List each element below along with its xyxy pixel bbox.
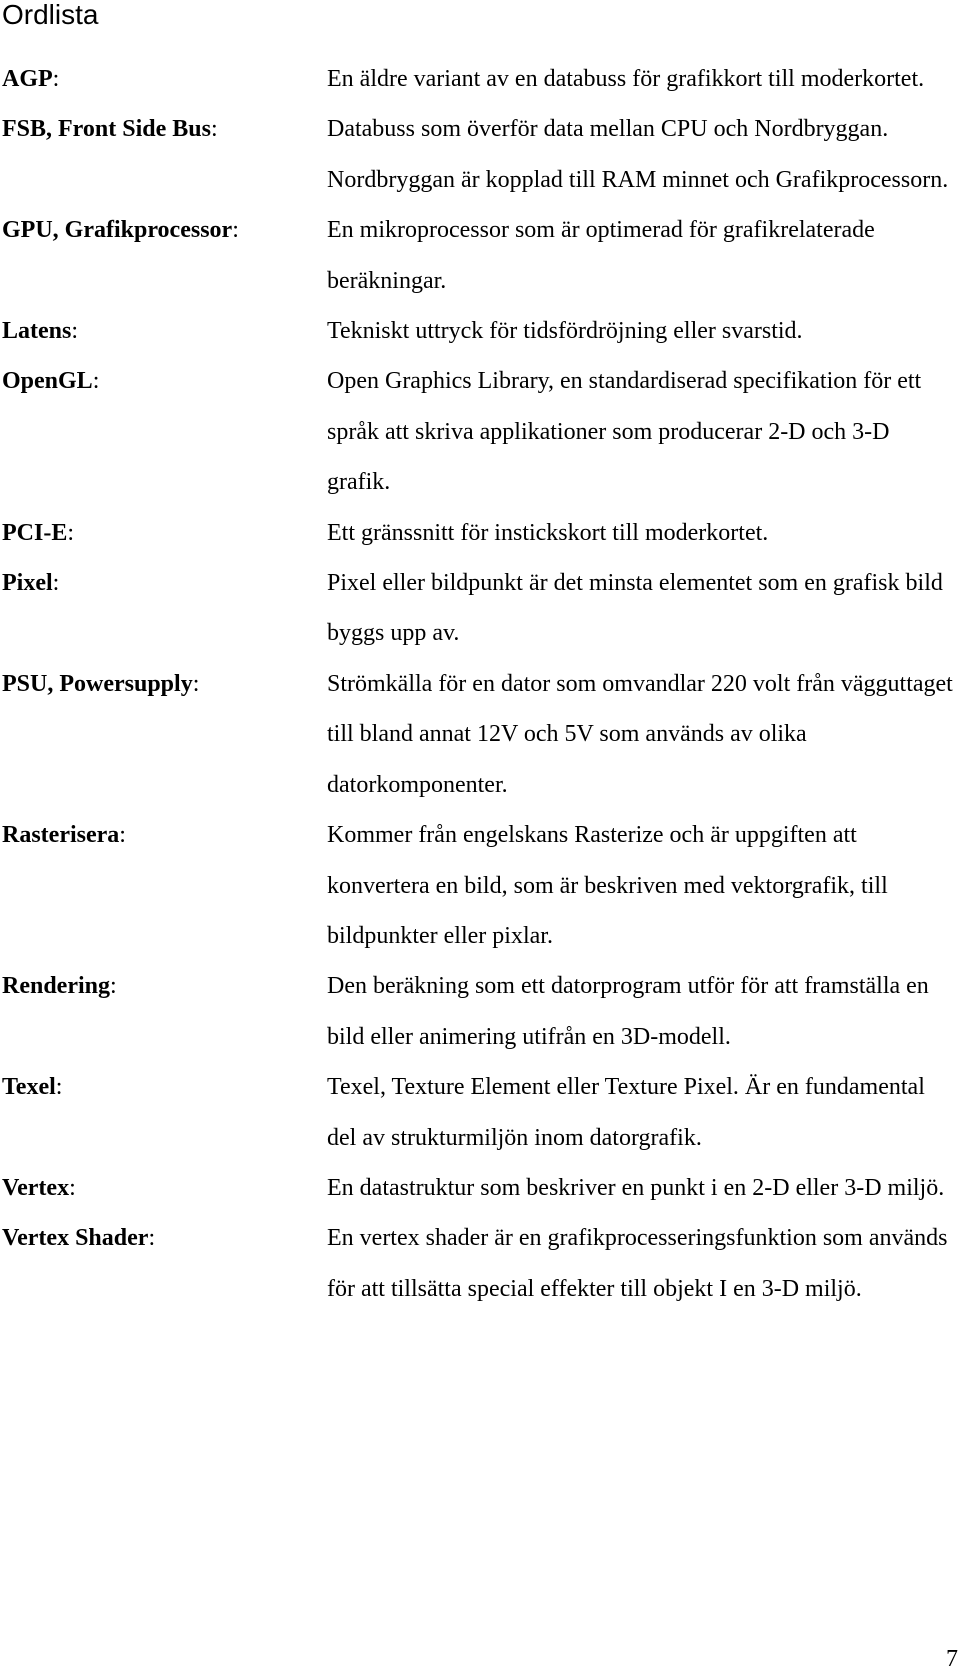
glossary-entry-latens <box>2 306 957 356</box>
glossary-entry-fsb <box>2 104 957 205</box>
glossary-definition: Pixel eller bildpunkt är det minsta elementet som en grafisk bild byggs upp av. <box>327 570 943 647</box>
glossary-entry-texel <box>2 1062 957 1163</box>
glossary-entry-vertex-shader <box>2 1213 957 1314</box>
glossary-term: Rendering: <box>2 973 117 1000</box>
page-title: Ordlista <box>2 0 99 30</box>
glossary-definition: Kommer från engelskans Rasterize och är uppgiften att konvertera en bild, som är beskriven med vektorgrafik, till bildpunkter eller pixlar. <box>327 822 888 949</box>
glossary-definition: En äldre variant av en databuss för grafikkort till moderkortet. <box>327 66 925 92</box>
glossary-entry-pixel <box>2 558 957 659</box>
glossary-definition: Strömkälla för en dator som omvandlar 220 volt från vägguttaget till bland annat 12V och 5V som används av olika datorkomponenter. <box>327 670 953 798</box>
glossary-definition: En vertex shader är en grafikprocesseringsfunktion som används för att tillsätta special effekter till objekt I en 3-D miljö. <box>327 1225 948 1302</box>
glossary-term: Texel: <box>2 1074 63 1101</box>
glossary-term: Rasterisera: <box>2 822 126 849</box>
glossary-list <box>2 54 957 1314</box>
glossary-entry-rendering <box>2 961 957 1062</box>
page-number: 7 <box>946 1646 958 1672</box>
glossary-definition: En mikroprocessor som är optimerad för grafikrelaterade beräkningar. <box>327 217 875 294</box>
glossary-term: PSU, Powersupply: <box>2 670 200 697</box>
glossary-term: Vertex: <box>2 1174 76 1201</box>
glossary-term: AGP: <box>2 66 60 92</box>
glossary-entry-psu <box>2 659 957 810</box>
glossary-term: FSB, Front Side Bus: <box>2 116 218 143</box>
glossary-entry-agp <box>2 54 957 104</box>
glossary-definition: En datastruktur som beskriver en punkt i en 2-D eller 3-D miljö. <box>327 1174 945 1201</box>
glossary-term: Vertex Shader: <box>2 1225 156 1252</box>
glossary-term: GPU, Grafikprocessor: <box>2 217 239 244</box>
glossary-entry-vertex <box>2 1163 957 1213</box>
glossary-definition: Den beräkning som ett datorprogram utför för att framställa en bild eller animering utifrån en 3D-modell. <box>327 973 929 1050</box>
glossary-entry-rasterisera <box>2 810 957 961</box>
glossary-term: OpenGL: <box>2 368 100 395</box>
glossary-definition: Texel, Texture Element eller Texture Pixel. Är en fundamental del av strukturmiljön inom datorgrafik. <box>327 1074 925 1151</box>
glossary-term: PCI-E: <box>2 519 75 546</box>
glossary-entry-opengl <box>2 356 957 507</box>
glossary-definition: Tekniskt uttryck för tidsfördröjning eller svarstid. <box>327 318 803 345</box>
glossary-entry-gpu <box>2 205 957 306</box>
glossary-term: Latens: <box>2 318 79 345</box>
glossary-term: Pixel: <box>2 570 60 597</box>
glossary-definition: Ett gränssnitt för instickskort till moderkortet. <box>327 519 769 546</box>
glossary-definition: Open Graphics Library, en standardiserad specifikation för ett språk att skriva applikationer som producerar 2-D och 3-D grafik. <box>327 368 922 496</box>
glossary-entry-pcie <box>2 508 957 558</box>
glossary-definition: Databuss som överför data mellan CPU och Nordbryggan. Nordbryggan är kopplad till RAM minnet och Grafikprocessorn. <box>327 116 949 193</box>
